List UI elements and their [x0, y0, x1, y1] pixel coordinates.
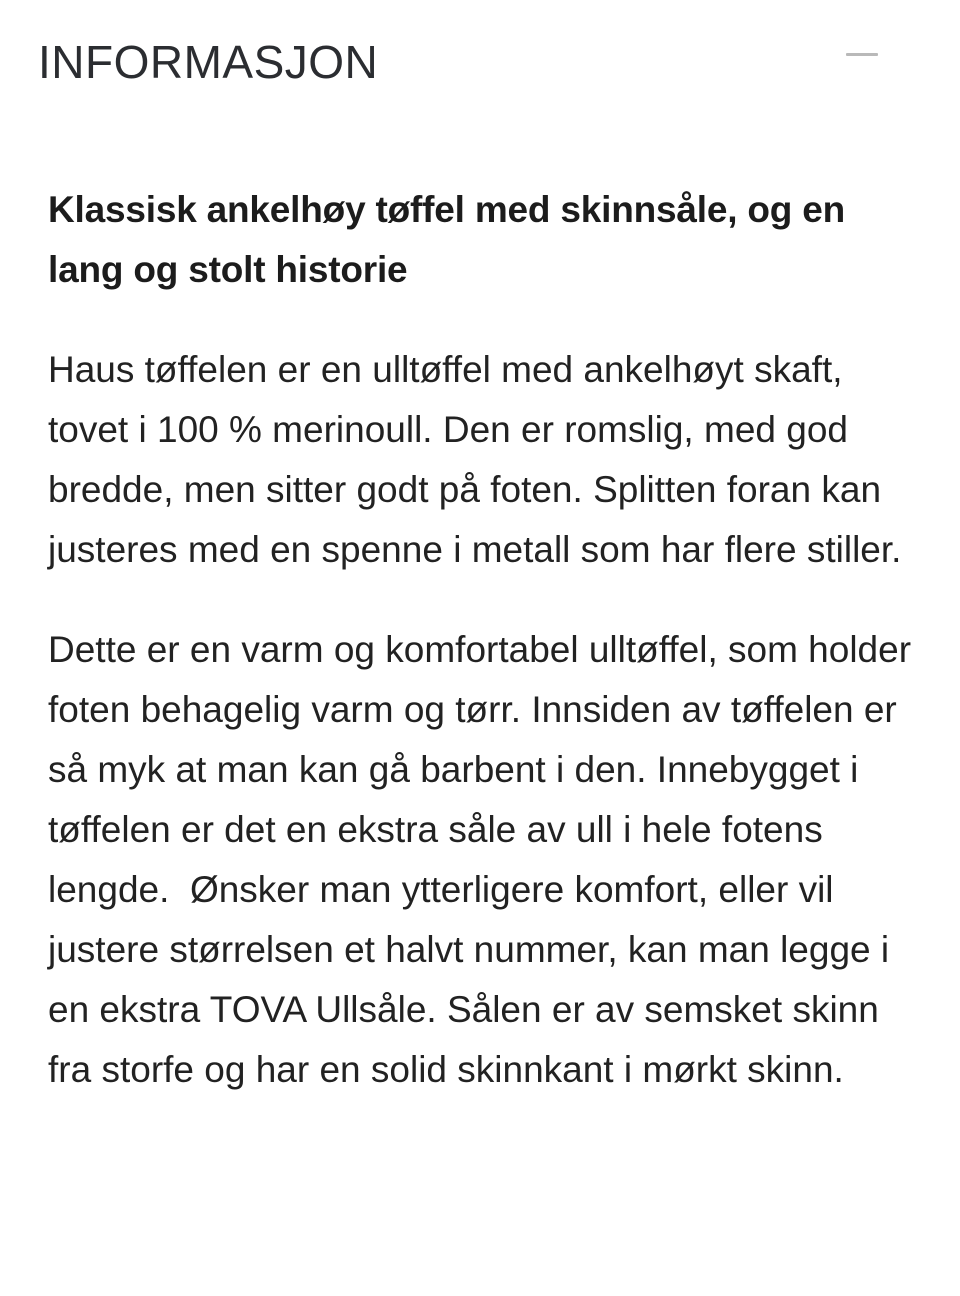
content-heading: Klassisk ankelhøy tøffel med skinnsåle, og en lang og stolt historie	[48, 189, 846, 290]
description-paragraph-1: Haus tøffelen er en ulltøffel med ankelhøyt skaft, tovet i 100 % merinoull. Den er romslig, med god bredde, men sitter godt på foten. Splitten foran kan justeres med en spenne i metall som har flere stiller.	[48, 349, 902, 570]
description-paragraph-2: Dette er en varm og komfortabel ulltøffel, som holder foten behagelig varm og tørr. Innsiden av tøffelen er så myk at man kan gå barbent i den. Innebygget i tøffelen er det en ekstra såle av ull i hele fotens lengde. Ønsker man ytterligere komfort, eller vil justere størrelsen et halvt nummer, kan man legge i en ekstra TOVA Ullsåle. Sålen er av semsket skinn fra storfe og har en solid skinnkant i mørkt skinn.	[48, 629, 922, 1090]
accordion-header[interactable]	[0, 0, 960, 120]
collapse-toggle-button[interactable]	[836, 36, 888, 76]
accordion-title[interactable]: INFORMASJON	[38, 36, 379, 88]
accordion-content	[48, 180, 928, 1100]
minus-icon	[846, 53, 878, 56]
